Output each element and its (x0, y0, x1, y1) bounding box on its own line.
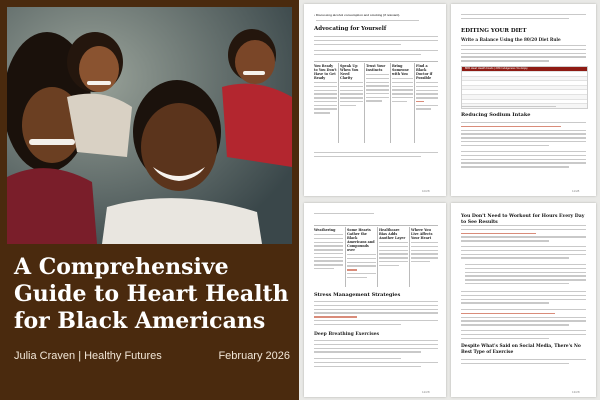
diet-table-header: 80% Heart Health Foods | 20% Indulgences You Enjoy (462, 67, 587, 71)
section-heading: Reducing Sodium Intake (461, 112, 531, 118)
cover-title: A Comprehensive Guide to Heart Health for Black Americans (14, 254, 289, 334)
page-bottom-right (451, 203, 596, 397)
page-number: 13/28 (572, 390, 580, 394)
family-photo-image (7, 7, 292, 244)
text-block (461, 106, 571, 110)
bullet-list (465, 264, 586, 287)
column-1: Weathering (314, 228, 343, 272)
text-block (461, 151, 586, 170)
section-heading: EDITING YOUR DIET (461, 28, 527, 34)
column-4: Bring Someone with You (392, 64, 413, 104)
text-block (461, 291, 586, 306)
section-heading: Stress Management Strategies (314, 292, 401, 298)
column-2: Some Hearts Gather the Black Americans and Compounds over (347, 228, 376, 280)
page-top-right (451, 4, 596, 196)
section-heading: Despite What's Said on Social Media, There's No Best Type of Exercise (461, 344, 581, 355)
page-number: 12/28 (422, 390, 430, 394)
text-block (314, 340, 438, 355)
text-block (314, 301, 438, 327)
page-number: 11/28 (572, 189, 580, 193)
subheading: Write a Balance Using the 80/20 Diet Rule (461, 37, 561, 42)
cover-photo (7, 7, 292, 244)
text-block (314, 358, 438, 369)
column-4: Where You Live Affects Your Heart (411, 228, 438, 265)
cover-author: Julia Craven | Healthy Futures (14, 350, 162, 362)
text-block (461, 246, 586, 261)
cover-meta (14, 350, 290, 364)
text-block (314, 152, 438, 160)
bullet-lead: Discussing alcohol consumption and smoking (if relevant). (315, 13, 401, 17)
page-bottom-left (304, 203, 446, 397)
cover-date: February 2026 (218, 350, 290, 362)
text-block (461, 225, 586, 244)
column-5: Find a Black Doctor if Possible (416, 64, 438, 112)
text-block (461, 330, 586, 341)
column-3: Trust Your Instincts (366, 64, 389, 104)
section-heading: You Don't Need to Workout for Hours Every Day to See Results (461, 214, 585, 225)
text-block (314, 36, 438, 47)
text-block (461, 122, 586, 148)
diet-table (461, 66, 588, 109)
column-3: Healthcare Bias Adds Another Layer (379, 228, 408, 268)
text-block (461, 45, 586, 64)
text-block (461, 14, 586, 22)
text-block (461, 359, 586, 367)
text-block (314, 50, 438, 58)
cover-panel (0, 0, 299, 400)
column-2: Speak Up When You Need Clarity (340, 64, 363, 108)
subheading: Deep Breathing Exercises (314, 332, 380, 337)
section-heading: Advocating for Yourself (314, 26, 387, 32)
bullet-alcohol: • Discussing alcohol consumption and smoking (if relevant). (314, 13, 401, 17)
text-block (314, 213, 374, 217)
page-number: 10/28 (422, 189, 430, 193)
text-block (316, 20, 436, 24)
page-top-left (304, 4, 446, 196)
column-1: You Ready to You Don't Have to Get Ready (314, 64, 337, 116)
text-block (461, 309, 586, 328)
